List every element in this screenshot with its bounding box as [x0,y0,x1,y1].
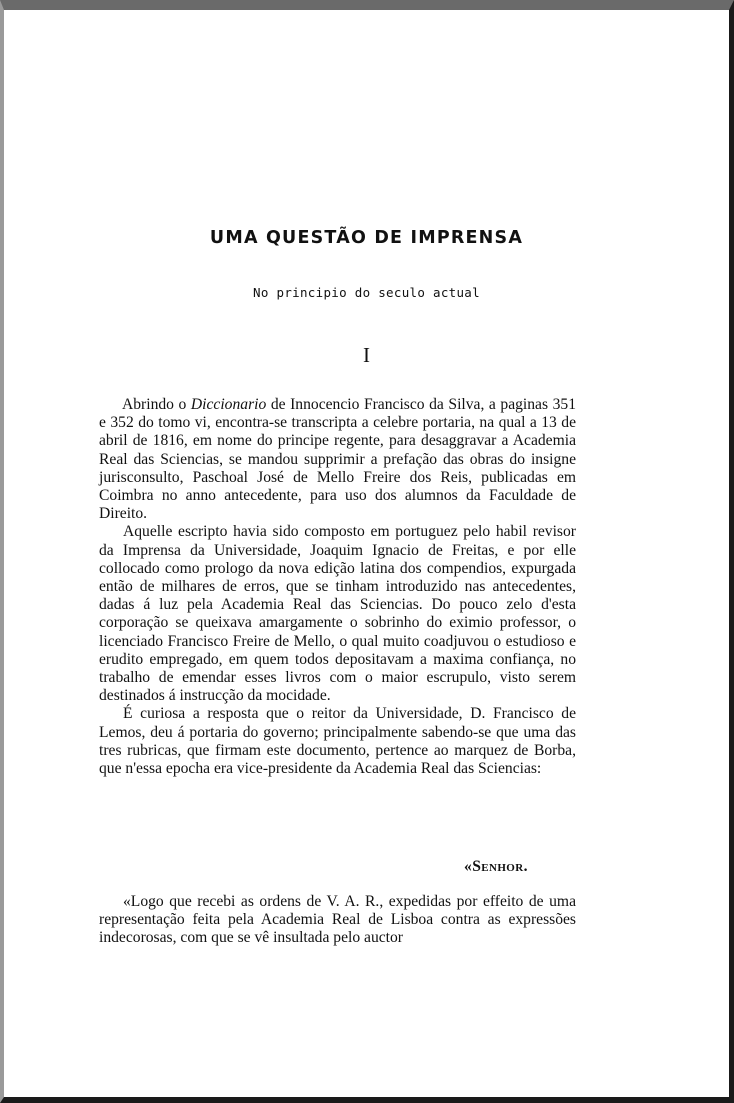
paragraph-1 [99,396,576,523]
document-title: UMA QUESTÃO DE IMPRENSA [209,228,524,248]
section-numeral: I [363,343,370,367]
letter-paragraph: «Logo que recebi as ordens de V. A. R., expedidas por effeito de uma representação feita pela Academia Real de Lisboa contra as expressões indecorosas, com que se vê insultada pelo auctor [99,893,576,947]
paragraph-2: Aquelle escripto havia sido composto em portuguez pelo habil revisor da Imprensa da Universidade, Joaquim Ignacio de Freitas, e por elle collocado como prologo da nova edição latina dos compendios, expurgada então de milhares de erros, que se tinham introduzido nas antecedentes, dadas á luz pela Academia Real das Sciencias. Do pouco zelo d'esta corporação se queixava amargamente o sobrinho do eximio professor, o licenciado Francisco Freire de Mello, o qual muito coadjuvou o estudioso e erudito empregado, em quem todos depositavam a maxima confiança, no trabalho de emendar esses livros com o maior escrupulo, visto serem destinados á instrucção da mocidade. [99,523,576,705]
body-text [99,396,576,778]
paragraph-1-italic-title: Diccionario [190,396,267,413]
paragraph-3: É curiosa a resposta que o reitor da Universidade, D. Francisco de Lemos, deu á portaria do governo; principalmente sabendo-se que uma das tres rubricas, que firmam este documento, pertence ao marquez de Borba, que n'essa epocha era vice-presidente da Academia Real das Sciencias: [99,705,576,778]
document-subtitle: No principio do seculo actual [253,285,480,300]
letter-salutation: «Senhor. [464,858,528,875]
paragraph-1-rest: de Innocencio Francisco da Silva, a paginas 351 e 352 do tomo vi, encontra-se transcripta a celebre portaria, na qual a 13 de abril de 1816, em nome do principe regente, para desaggravar a Academia Real das Sciencias, se mandou supprimir a prefação das obras do insigne jurisconsulto, Paschoal José de Mello Freire dos Reis, publicadas em Coimbra no anno antecedente, para uso dos alumnos da Faculdade de Direito. [99,396,576,523]
letter-text [99,893,576,948]
paragraph-1-lead: Abrindo o [122,396,191,413]
